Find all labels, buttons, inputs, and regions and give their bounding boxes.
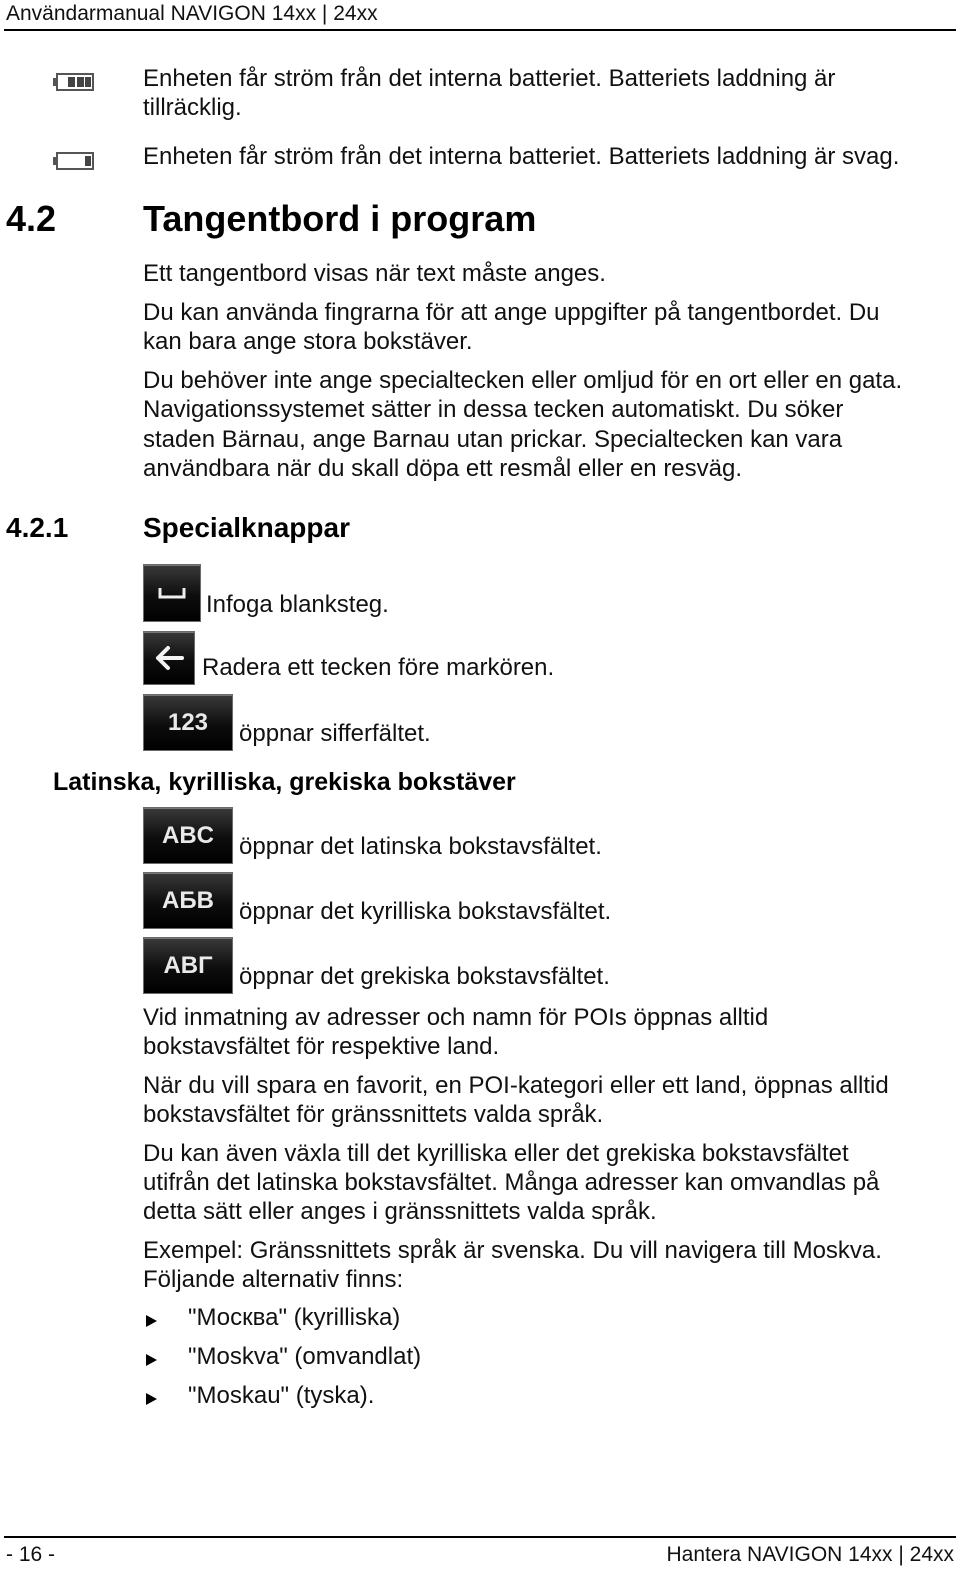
space-key xyxy=(143,564,201,622)
alphabets-paragraph: Exempel: Gränssnittets språk är svenska. Du vill navigera till Moskva. xyxy=(143,1237,882,1264)
latin-key xyxy=(143,807,233,864)
alphabets-heading: Latinska, kyrilliska, grekiska bokstäver xyxy=(53,768,516,796)
section-number: 4.2 xyxy=(6,198,57,239)
cyrillic-key-text: АБВ xyxy=(162,886,214,914)
numbers-key-text: 123 xyxy=(167,708,209,736)
latin-key-text: ABC xyxy=(162,821,214,849)
greek-key-label: öppnar det grekiska bokstavsfältet. xyxy=(239,963,610,990)
backspace-arrow-icon xyxy=(152,644,186,672)
alphabets-paragraph: Du kan även växla till det kyrilliska eller det grekiska bokstavsfältet xyxy=(143,1140,849,1167)
alphabets-paragraph: utifrån det latinska bokstavsfältet. Många adresser kan omvandlas på xyxy=(143,1169,880,1196)
list-item: "Moskva" (omvandlat) xyxy=(188,1343,422,1370)
footer-rule xyxy=(4,1536,956,1538)
battery-weak-icon xyxy=(52,151,96,176)
header-rule xyxy=(4,29,956,31)
cyrillic-key-label: öppnar det kyrilliska bokstavsfältet. xyxy=(239,898,612,925)
greek-key xyxy=(143,937,233,994)
bullet-arrow-icon xyxy=(146,1315,157,1327)
running-header: Användarmanual NAVIGON 14xx | 24xx xyxy=(6,2,378,25)
battery-full-text-1: Enheten får ström från det interna batteriet. Batteriets laddning är xyxy=(143,65,836,92)
section-title: Tangentbord i program xyxy=(143,198,537,239)
alphabets-paragraph: bokstavsfältet för gränssnittets valda språk. xyxy=(143,1101,604,1128)
section-paragraph: kan bara ange stora bokstäver. xyxy=(143,328,473,355)
alphabets-paragraph: När du vill spara en favorit, en POI-kategori eller ett land, öppnas alltid xyxy=(143,1072,889,1099)
list-item: "Moskau" (tyska). xyxy=(188,1382,375,1409)
bullet-arrow-icon xyxy=(146,1393,157,1405)
numbers-key xyxy=(143,694,233,751)
space-key-icon xyxy=(157,586,187,600)
page-number: - 16 - xyxy=(6,1543,56,1566)
cyrillic-key xyxy=(143,872,233,929)
section-paragraph: Navigationssystemet sätter in dessa tecken automatiskt. Du söker xyxy=(143,396,844,423)
list-item: "Москва" (kyrilliska) xyxy=(188,1304,401,1331)
battery-full-text-2: tillräcklig. xyxy=(143,94,242,121)
section-paragraph: staden Bärnau, ange Barnau utan prickar. Specialtecken kan vara xyxy=(143,426,843,453)
numbers-key-label: öppnar sifferfältet. xyxy=(239,720,431,747)
alphabets-paragraph: bokstavsfältet för respektive land. xyxy=(143,1033,500,1060)
alphabets-paragraph: Vid inmatning av adresser och namn för POIs öppnas alltid xyxy=(143,1004,769,1031)
alphabets-paragraph: Följande alternativ finns: xyxy=(143,1266,404,1293)
battery-full-icon xyxy=(52,72,96,97)
alphabets-paragraph: detta sätt eller anges i gränssnittets valda språk. xyxy=(143,1198,657,1225)
bullet-arrow-icon xyxy=(146,1354,157,1366)
latin-key-label: öppnar det latinska bokstavsfältet. xyxy=(239,833,602,860)
battery-weak-text: Enheten får ström från det interna batteriet. Batteriets laddning är svag. xyxy=(143,143,900,170)
greek-key-text: ΑΒΓ xyxy=(163,951,213,979)
section-paragraph: användbara när du skall döpa ett resmål eller en resväg. xyxy=(143,455,743,482)
backspace-key xyxy=(143,631,195,685)
subsection-number: 4.2.1 xyxy=(6,512,69,543)
subsection-title: Specialknappar xyxy=(143,512,350,543)
section-paragraph: Du behöver inte ange specialtecken eller omljud för en ort eller en gata. xyxy=(143,367,903,394)
footer-title: Hantera NAVIGON 14xx | 24xx xyxy=(666,1543,954,1566)
section-paragraph: Du kan använda fingrarna för att ange uppgifter på tangentbordet. Du xyxy=(143,299,880,326)
space-key-label: Infoga blanksteg. xyxy=(206,591,389,618)
backspace-key-label: Radera ett tecken före markören. xyxy=(202,654,555,681)
section-paragraph: Ett tangentbord visas när text måste anges. xyxy=(143,260,606,287)
